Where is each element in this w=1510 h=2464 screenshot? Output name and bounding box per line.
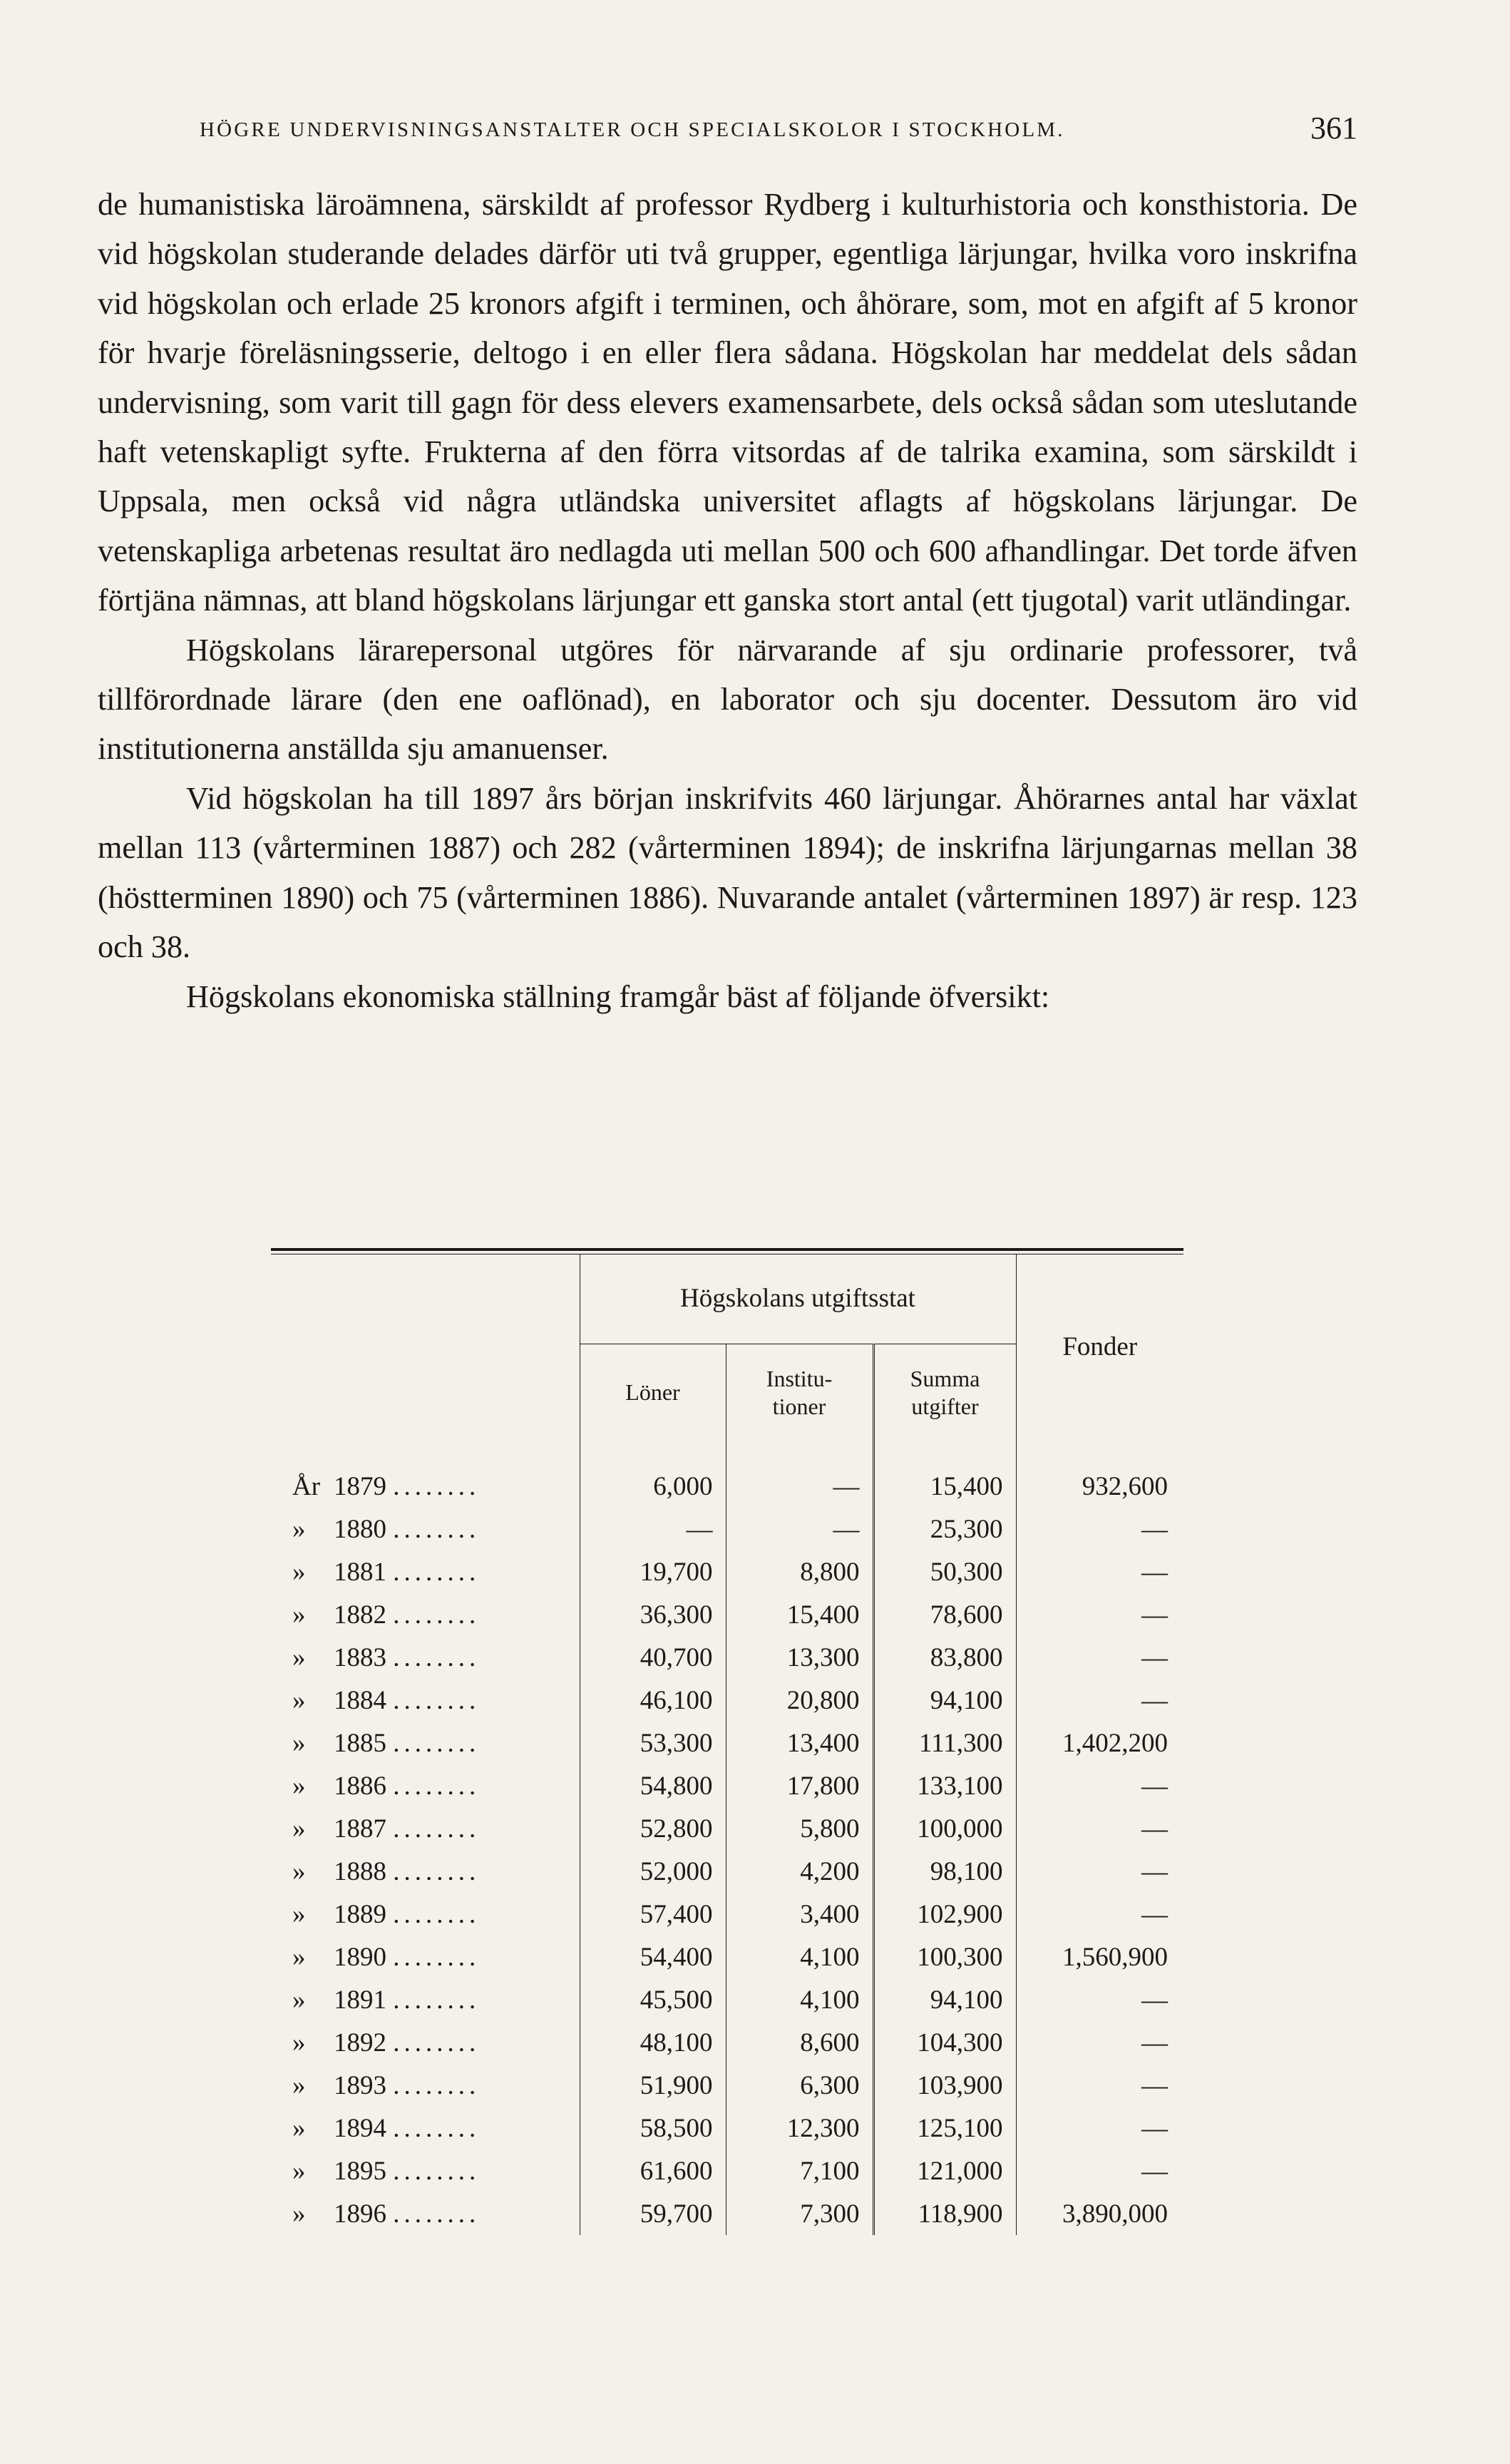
- year-value: 1885: [334, 1728, 386, 1758]
- year-cell: [271, 1893, 580, 1936]
- year-cell: [271, 1508, 580, 1550]
- fonder-cell: —: [1141, 1771, 1169, 1801]
- institutioner-cell: 13,300: [726, 1636, 873, 1679]
- year-cell: [271, 1636, 580, 1679]
- fonder-cell: —: [1141, 1642, 1169, 1672]
- summa-cell: 102,900: [873, 1893, 1016, 1936]
- leader-dots: ........: [393, 1728, 481, 1758]
- loner-cell: 52,800: [580, 1807, 726, 1850]
- fonder-cell: —: [1141, 2070, 1169, 2100]
- leader-dots: ........: [393, 1985, 481, 2015]
- summa-cell: 111,300: [873, 1722, 1016, 1764]
- paragraph: de humanistiska läroämnena, särskildt af professor Rydberg i kulturhistoria och konsthistoria. De vid högskolan studerande delades därför uti två grupper, egentliga lärjungar, hvilka voro inskrifna vid högskolan och erlade 25 kronors afgift i terminen, och åhörare, som, mot en afgift af 5 kronor för hvarje föreläsningsserie, deltogo i en eller flera sådana. Högskolan har meddelat dels sådan undervisning, som varit till gagn för dess elevers examensarbete, dels också sådan som uteslutande haft vetenskapligt syfte. Frukterna af den förra vitsordas af de talrika examina, som särskildt i Uppsala, men också vid några utländska universitet aflagts af högskolans lärjungar. De vetenskapliga arbetenas resultat äro nedlagda uti mellan 500 och 600 afhandlingar. Det torde äfven förtjäna nämnas, att bland högskolans lärjungar ett ganska stort antal (ett tjugotal) varit utländingar.: [98, 187, 1357, 618]
- year-cell: [271, 1978, 580, 2021]
- year-prefix: »: [292, 2113, 306, 2143]
- leader-dots: ........: [393, 2199, 481, 2229]
- leader-dots: ........: [393, 2070, 481, 2100]
- loner-cell: 45,500: [580, 1978, 726, 2021]
- year-cell: [271, 1550, 580, 1593]
- year-prefix: »: [292, 1728, 306, 1758]
- year-value: 1896: [334, 2199, 386, 2229]
- table-row: [271, 1508, 1183, 1550]
- year-cell: [271, 1593, 580, 1636]
- year-cell: [271, 1764, 580, 1807]
- fonder-cell: —: [1141, 1557, 1169, 1587]
- loner-cell: 6,000: [580, 1441, 726, 1508]
- year-value: 1887: [334, 1814, 386, 1844]
- year-prefix: »: [292, 2199, 306, 2229]
- table-row: [271, 1550, 1183, 1593]
- year-value: 1889: [334, 1899, 386, 1929]
- summa-cell: 133,100: [873, 1764, 1016, 1807]
- fonder-cell: —: [1141, 2156, 1169, 2186]
- year-prefix: »: [292, 1856, 306, 1886]
- leader-dots: ........: [393, 1771, 481, 1801]
- running-head: HÖGRE UNDERVISNINGSANSTALTER OCH SPECIALSKOLOR I STOCKHOLM.: [200, 118, 1065, 141]
- summa-cell: 118,900: [873, 2192, 1016, 2235]
- year-value: 1879: [334, 1471, 386, 1501]
- institutioner-cell: 6,300: [726, 2064, 873, 2107]
- table-row: [271, 1722, 1183, 1764]
- paragraph: Högskolans lärarepersonal utgöres för närvarande af sju ordinarie professorer, två tillförordnade lärare (den ene oaflönad), en laborator och sju docenter. Dessutom äro vid institutionerna anställda sju amanuenser.: [98, 632, 1357, 767]
- year-prefix: »: [292, 1771, 306, 1801]
- year-cell: [271, 1722, 580, 1764]
- fonder-cell: —: [1141, 2028, 1169, 2057]
- year-value: 1895: [334, 2156, 386, 2186]
- fonder-cell: 1,402,200: [1062, 1728, 1169, 1758]
- year-prefix: År: [292, 1471, 321, 1501]
- institutioner-cell: 20,800: [726, 1679, 873, 1722]
- summa-cell: 100,000: [873, 1807, 1016, 1850]
- summa-cell: 78,600: [873, 1593, 1016, 1636]
- leader-dots: ........: [393, 1856, 481, 1886]
- year-value: 1892: [334, 2028, 386, 2057]
- leader-dots: ........: [393, 1514, 481, 1544]
- institutioner-cell: 5,800: [726, 1807, 873, 1850]
- year-value: 1886: [334, 1771, 386, 1801]
- leader-dots: ........: [393, 1942, 481, 1972]
- fonder-cell: —: [1141, 1600, 1169, 1630]
- year-value: 1891: [334, 1985, 386, 2015]
- year-prefix: »: [292, 1514, 306, 1544]
- year-value: 1888: [334, 1856, 386, 1886]
- institutioner-cell: 15,400: [726, 1593, 873, 1636]
- loner-cell: 57,400: [580, 1893, 726, 1936]
- year-prefix: »: [292, 1942, 306, 1972]
- loner-cell: 53,300: [580, 1722, 726, 1764]
- fonder-cell: —: [1141, 2113, 1169, 2143]
- leader-dots: ........: [393, 2156, 481, 2186]
- loner-cell: 59,700: [580, 2192, 726, 2235]
- year-prefix: »: [292, 1642, 306, 1672]
- summa-cell: 100,300: [873, 1936, 1016, 1978]
- year-column-header: [271, 1254, 580, 1441]
- table-row: [271, 2192, 1183, 2235]
- year-prefix: »: [292, 2028, 306, 2057]
- fonder-cell: 1,560,900: [1062, 1942, 1169, 1972]
- loner-cell: 36,300: [580, 1593, 726, 1636]
- loner-header: Löner: [580, 1344, 726, 1441]
- paragraph: Högskolans ekonomiska ställning framgår bäst af följande öfversikt:: [186, 978, 1050, 1014]
- table-row: [271, 1636, 1183, 1679]
- institutioner-cell: 4,200: [726, 1850, 873, 1893]
- page-number: 361: [1310, 111, 1357, 145]
- loner-cell: 61,600: [580, 2149, 726, 2192]
- summa-cell: 50,300: [873, 1550, 1016, 1593]
- year-prefix: »: [292, 1814, 306, 1844]
- year-cell: [271, 1679, 580, 1722]
- leader-dots: ........: [393, 1557, 481, 1587]
- table-row: [271, 1593, 1183, 1636]
- table-row: [271, 2064, 1183, 2107]
- institutioner-header: Institu- tioner: [726, 1344, 873, 1441]
- loner-cell: 40,700: [580, 1636, 726, 1679]
- body-text: [98, 180, 1357, 1021]
- table-row: [271, 1936, 1183, 1978]
- year-prefix: »: [292, 1600, 306, 1630]
- group-header: Högskolans utgiftsstat: [580, 1254, 1016, 1344]
- institutioner-cell: 7,300: [726, 2192, 873, 2235]
- table-row: [271, 1850, 1183, 1893]
- table-row: [271, 1764, 1183, 1807]
- summa-cell: 104,300: [873, 2021, 1016, 2064]
- year-value: 1881: [334, 1557, 386, 1587]
- leader-dots: ........: [393, 1642, 481, 1672]
- leader-dots: ........: [393, 1471, 481, 1501]
- summa-cell: 94,100: [873, 1679, 1016, 1722]
- fonder-cell: —: [1141, 1985, 1169, 2015]
- summa-header: Summa utgifter: [873, 1344, 1016, 1441]
- year-value: 1893: [334, 2070, 386, 2100]
- loner-cell: 46,100: [580, 1679, 726, 1722]
- leader-dots: ........: [393, 2113, 481, 2143]
- year-cell: [271, 2192, 580, 2235]
- year-prefix: »: [292, 1899, 306, 1929]
- year-prefix: »: [292, 2156, 306, 2186]
- year-value: 1883: [334, 1642, 386, 1672]
- year-cell: [271, 1850, 580, 1893]
- year-cell: [271, 1441, 580, 1508]
- year-value: 1890: [334, 1942, 386, 1972]
- expenditure-table: [271, 1248, 1183, 2235]
- year-prefix: »: [292, 1557, 306, 1587]
- loner-cell: —: [580, 1508, 726, 1550]
- fonder-cell: —: [1141, 1899, 1169, 1929]
- institutioner-cell: 17,800: [726, 1764, 873, 1807]
- year-cell: [271, 1807, 580, 1850]
- institutioner-cell: 4,100: [726, 1978, 873, 2021]
- leader-dots: ........: [393, 1814, 481, 1844]
- institutioner-cell: 8,800: [726, 1550, 873, 1593]
- year-cell: [271, 2107, 580, 2149]
- year-prefix: »: [292, 1985, 306, 2015]
- institutioner-cell: 3,400: [726, 1893, 873, 1936]
- year-value: 1884: [334, 1685, 386, 1715]
- loner-cell: 51,900: [580, 2064, 726, 2107]
- year-value: 1894: [334, 2113, 386, 2143]
- institutioner-cell: 13,400: [726, 1722, 873, 1764]
- summa-cell: 25,300: [873, 1508, 1016, 1550]
- table-row: [271, 2149, 1183, 2192]
- year-cell: [271, 2149, 580, 2192]
- table-row: [271, 1679, 1183, 1722]
- loner-cell: 54,400: [580, 1936, 726, 1978]
- fonder-cell: 3,890,000: [1062, 2199, 1169, 2229]
- leader-dots: ........: [393, 1600, 481, 1630]
- fonder-cell: —: [1141, 1514, 1169, 1544]
- table-row: [271, 2107, 1183, 2149]
- fonder-cell: —: [1141, 1814, 1169, 1844]
- year-prefix: »: [292, 1685, 306, 1715]
- institutioner-cell: —: [726, 1508, 873, 1550]
- summa-cell: 103,900: [873, 2064, 1016, 2107]
- institutioner-cell: 8,600: [726, 2021, 873, 2064]
- year-prefix: »: [292, 2070, 306, 2100]
- leader-dots: ........: [393, 1685, 481, 1715]
- leader-dots: ........: [393, 1899, 481, 1929]
- summa-cell: 121,000: [873, 2149, 1016, 2192]
- table-body: [271, 1441, 1183, 2235]
- paragraph: Vid högskolan ha till 1897 års början inskrifvits 460 lärjungar. Åhörarnes antal har växlat mellan 113 (vårterminen 1887) och 282 (vårterminen 1894); de inskrifna lärjungarnas mellan 38 (höstterminen 1890) och 75 (vårterminen 1886). Nuvarande antalet (vårterminen 1897) är resp. 123 och 38.: [98, 780, 1357, 965]
- year-cell: [271, 2064, 580, 2107]
- institutioner-cell: 4,100: [726, 1936, 873, 1978]
- leader-dots: ........: [393, 2028, 481, 2057]
- year-value: 1880: [334, 1514, 386, 1544]
- fonder-header: Fonder: [1016, 1254, 1183, 1441]
- year-cell: [271, 2021, 580, 2064]
- loner-cell: 48,100: [580, 2021, 726, 2064]
- loner-cell: 52,000: [580, 1850, 726, 1893]
- table-row: [271, 2021, 1183, 2064]
- year-cell: [271, 1936, 580, 1978]
- table-row: [271, 1441, 1183, 1508]
- loner-cell: 58,500: [580, 2107, 726, 2149]
- table-row: [271, 1978, 1183, 2021]
- fonder-cell: —: [1141, 1685, 1169, 1715]
- institutioner-cell: —: [726, 1441, 873, 1508]
- year-value: 1882: [334, 1600, 386, 1630]
- summa-cell: 98,100: [873, 1850, 1016, 1893]
- summa-cell: 15,400: [873, 1441, 1016, 1508]
- institutioner-cell: 7,100: [726, 2149, 873, 2192]
- fonder-cell: 932,600: [1082, 1471, 1169, 1501]
- summa-cell: 125,100: [873, 2107, 1016, 2149]
- table-top-rule: [271, 1248, 1183, 1251]
- loner-cell: 54,800: [580, 1764, 726, 1807]
- institutioner-cell: 12,300: [726, 2107, 873, 2149]
- summa-cell: 94,100: [873, 1978, 1016, 2021]
- fonder-cell: —: [1141, 1856, 1169, 1886]
- loner-cell: 19,700: [580, 1550, 726, 1593]
- summa-cell: 83,800: [873, 1636, 1016, 1679]
- table-row: [271, 1807, 1183, 1850]
- table-row: [271, 1893, 1183, 1936]
